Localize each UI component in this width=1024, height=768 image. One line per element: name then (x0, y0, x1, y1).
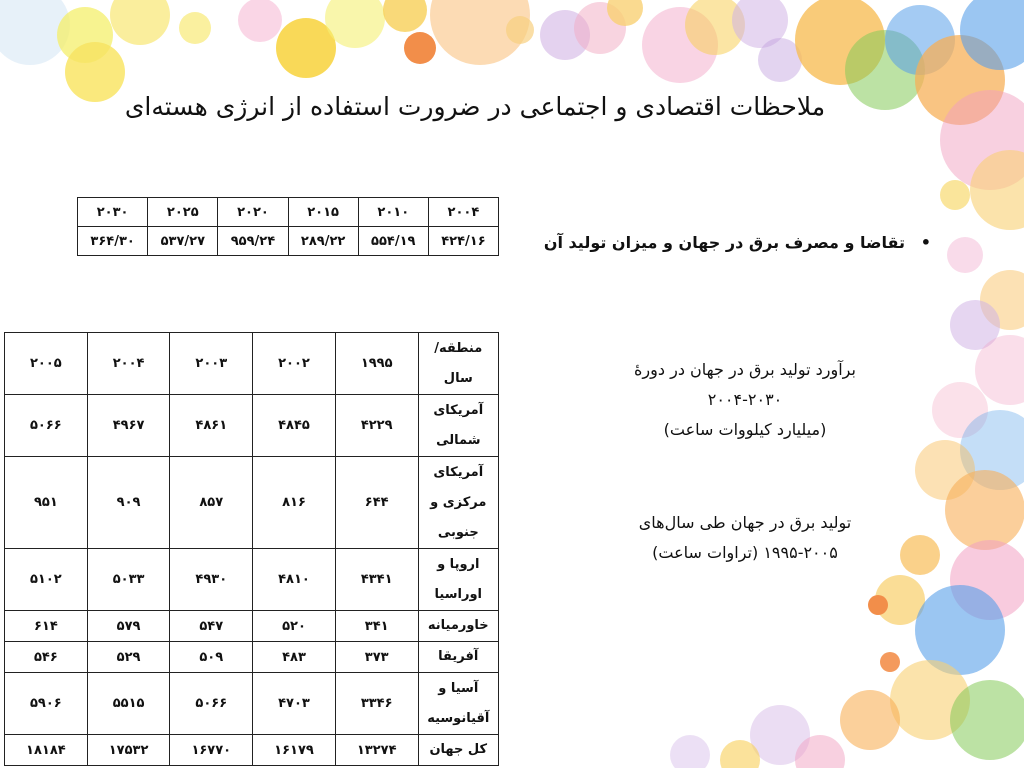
region-cell: اروپا و اوراسیا (418, 549, 498, 611)
table-row (5, 549, 499, 611)
region-cell: آسیا و آقیانوسیه (418, 673, 498, 735)
value-cell: ۴۹۶۷ (87, 395, 170, 457)
value-cell: ۵۲۰ (253, 611, 336, 642)
projection-year-cell: ۲۰۳۰ (78, 198, 148, 227)
value-cell: ۸۱۶ (253, 457, 336, 549)
value-cell: ۴۸۶۱ (170, 395, 253, 457)
value-cell: ۴۸۱۰ (253, 549, 336, 611)
header-year-cell: ۱۹۹۵ (335, 333, 418, 395)
value-cell: ۱۷۵۳۲ (87, 735, 170, 766)
production-table (4, 332, 499, 766)
projection-year-cell: ۲۰۲۰ (218, 198, 288, 227)
value-cell: ۵۰۹ (170, 642, 253, 673)
table-row (5, 611, 499, 642)
projection-value-cell: ۵۳۷/۲۷ (148, 227, 218, 256)
header-year-cell: ۲۰۰۳ (170, 333, 253, 395)
value-cell: ۹۰۹ (87, 457, 170, 549)
table-row (5, 457, 499, 549)
header-year-cell: ۲۰۰۴ (87, 333, 170, 395)
header-region-cell: منطقه/ سال (418, 333, 498, 395)
value-cell: ۵۰۶۶ (170, 673, 253, 735)
projection-value-cell: ۹۵۹/۲۴ (218, 227, 288, 256)
region-cell: کل جهان (418, 735, 498, 766)
region-cell: آفریقا (418, 642, 498, 673)
projection-table (77, 197, 499, 256)
projection-value-cell: ۲۸۹/۲۲ (288, 227, 358, 256)
caption-production (600, 508, 890, 568)
region-cell: خاورمیانه (418, 611, 498, 642)
value-cell: ۴۹۳۰ (170, 549, 253, 611)
caption-projection (595, 355, 895, 445)
bullet-text: تقاضا و مصرف برق در جهان و میزان تولید آن (543, 233, 905, 252)
value-cell: ۴۳۴۱ (335, 549, 418, 611)
caption-projection-line-3: (میلیارد کیلووات ساعت) (663, 420, 827, 439)
value-cell: ۵۹۰۶ (5, 673, 88, 735)
value-cell: ۴۸۴۵ (253, 395, 336, 457)
value-cell: ۱۶۱۷۹ (253, 735, 336, 766)
projection-year-cell: ۲۰۱۰ (358, 198, 428, 227)
region-cell: آمریکای شمالی (418, 395, 498, 457)
projection-year-row (78, 198, 499, 227)
projection-year-cell: ۲۰۱۵ (288, 198, 358, 227)
value-cell: ۱۶۷۷۰ (170, 735, 253, 766)
value-cell: ۵۴۷ (170, 611, 253, 642)
header-year-cell: ۲۰۰۵ (5, 333, 88, 395)
value-cell: ۳۷۳ (335, 642, 418, 673)
value-cell: ۳۴۱ (335, 611, 418, 642)
table-row (5, 642, 499, 673)
value-cell: ۴۸۳ (253, 642, 336, 673)
header-year-cell: ۲۰۰۲ (253, 333, 336, 395)
value-cell: ۳۳۴۶ (335, 673, 418, 735)
value-cell: ۸۵۷ (170, 457, 253, 549)
projection-year-cell: ۲۰۲۵ (148, 198, 218, 227)
table-row (5, 673, 499, 735)
projection-year-cell: ۲۰۰۴ (428, 198, 498, 227)
table-row (5, 735, 499, 766)
value-cell: ۴۲۲۹ (335, 395, 418, 457)
projection-value-cell: ۵۵۴/۱۹ (358, 227, 428, 256)
value-cell: ۶۴۴ (335, 457, 418, 549)
projection-value-cell: ۴۲۴/۱۶ (428, 227, 498, 256)
value-cell: ۵۲۹ (87, 642, 170, 673)
caption-production-line-2: ۱۹۹۵-۲۰۰۵ (تراوات ساعت) (652, 543, 838, 562)
table-row (5, 395, 499, 457)
caption-production-line-1: تولید برق در جهان طی سال‌های (638, 513, 852, 532)
value-cell: ۵۵۱۵ (87, 673, 170, 735)
value-cell: ۵۰۳۳ (87, 549, 170, 611)
value-cell: ۹۵۱ (5, 457, 88, 549)
caption-projection-line-1: برآورد تولید برق در جهان در دورۀ (634, 360, 856, 379)
value-cell: ۴۷۰۳ (253, 673, 336, 735)
projection-value-cell: ۳۶۴/۳۰ (78, 227, 148, 256)
value-cell: ۶۱۴ (5, 611, 88, 642)
region-cell: آمریکای مرکزی و جنوبی (418, 457, 498, 549)
value-cell: ۵۱۰۲ (5, 549, 88, 611)
bullet-dot-icon: • (920, 233, 931, 252)
bullet-item (530, 228, 931, 258)
production-header-row (5, 333, 499, 395)
caption-projection-line-2: ۲۰۰۴-۲۰۳۰ (707, 390, 783, 409)
value-cell: ۵۰۶۶ (5, 395, 88, 457)
value-cell: ۱۸۱۸۴ (5, 735, 88, 766)
value-cell: ۵۴۶ (5, 642, 88, 673)
value-cell: ۵۷۹ (87, 611, 170, 642)
value-cell: ۱۳۲۷۴ (335, 735, 418, 766)
projection-value-row (78, 227, 499, 256)
slide-title: ملاحظات اقتصادی و اجتماعی در ضرورت استفاده از انرژی هسته‌ای (124, 92, 826, 121)
